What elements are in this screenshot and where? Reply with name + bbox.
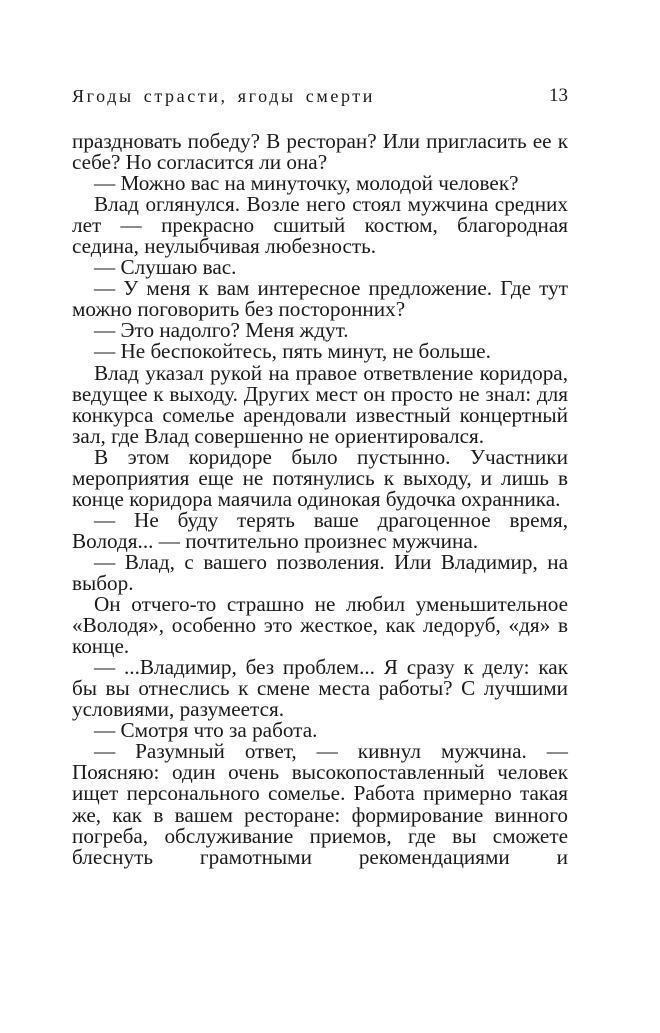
- paragraph: Влад оглянулся. Возле него стоял мужчина средних лет — прекрасно сшитый костюм, благородная седина, неулыбчивая любезность.: [72, 192, 568, 259]
- paragraph: праздновать победу? В ресторан? Или пригласить ее к себе? Но согласится ли она?: [72, 129, 568, 175]
- paragraph: — Не беспокойтесь, пять минут, не больше.: [94, 339, 491, 364]
- paragraph: — Смотря что за работа.: [94, 718, 318, 743]
- paragraph: Он отчего-то страшно не любил уменьшительное «Володя», особенно это жесткое, как ледоруб, «дя» в конце.: [72, 592, 568, 659]
- paragraph: — Не буду терять ваше драгоценное время, Володя... — почтительно произнес мужчина.: [72, 507, 568, 553]
- paragraph: Влад указал рукой на правое ответвление коридора, ведущее к выходу. Других мест он просто не знал: для конкурса сомелье арендовали известный концертный зал, где Влад совершенно не ориентировался.: [72, 360, 568, 448]
- paragraph: В этом коридоре было пустынно. Участники мероприятия еще не потянулись к выходу, и лишь в конце коридора маячила одинокая будочка охранника.: [72, 444, 568, 511]
- paragraph: — Разумный ответ, — кивнул мужчина. — Поясняю: один очень высокопоставленный человек ищет персонального сомелье. Работа примерно такая же, как в вашем ресторане: формирование винного погреба, обслуживание приемов, где вы сможете блеснуть грамотными рекомендациями и: [72, 739, 568, 869]
- paragraph: — Можно вас на минуточку, молодой человек?: [94, 171, 519, 196]
- paragraph: — ...Владимир, без проблем... Я сразу к делу: как бы вы отнеслись к смене места работы? С лучшими условиями, разумеется.: [72, 655, 568, 722]
- text-body: [72, 131, 568, 868]
- paragraph: — Это надолго? Меня ждут.: [94, 318, 349, 343]
- page-number: 13: [549, 85, 568, 106]
- running-head: [72, 86, 568, 112]
- running-title: Ягоды страсти, ягоды смерти: [72, 86, 376, 106]
- paragraph: — Слушаю вас.: [94, 255, 237, 280]
- paragraph: — Влад, с вашего позволения. Или Владимир, на выбор.: [72, 549, 568, 595]
- paragraph: — У меня к вам интересное предложение. Где тут можно поговорить без посторонних?: [72, 276, 568, 322]
